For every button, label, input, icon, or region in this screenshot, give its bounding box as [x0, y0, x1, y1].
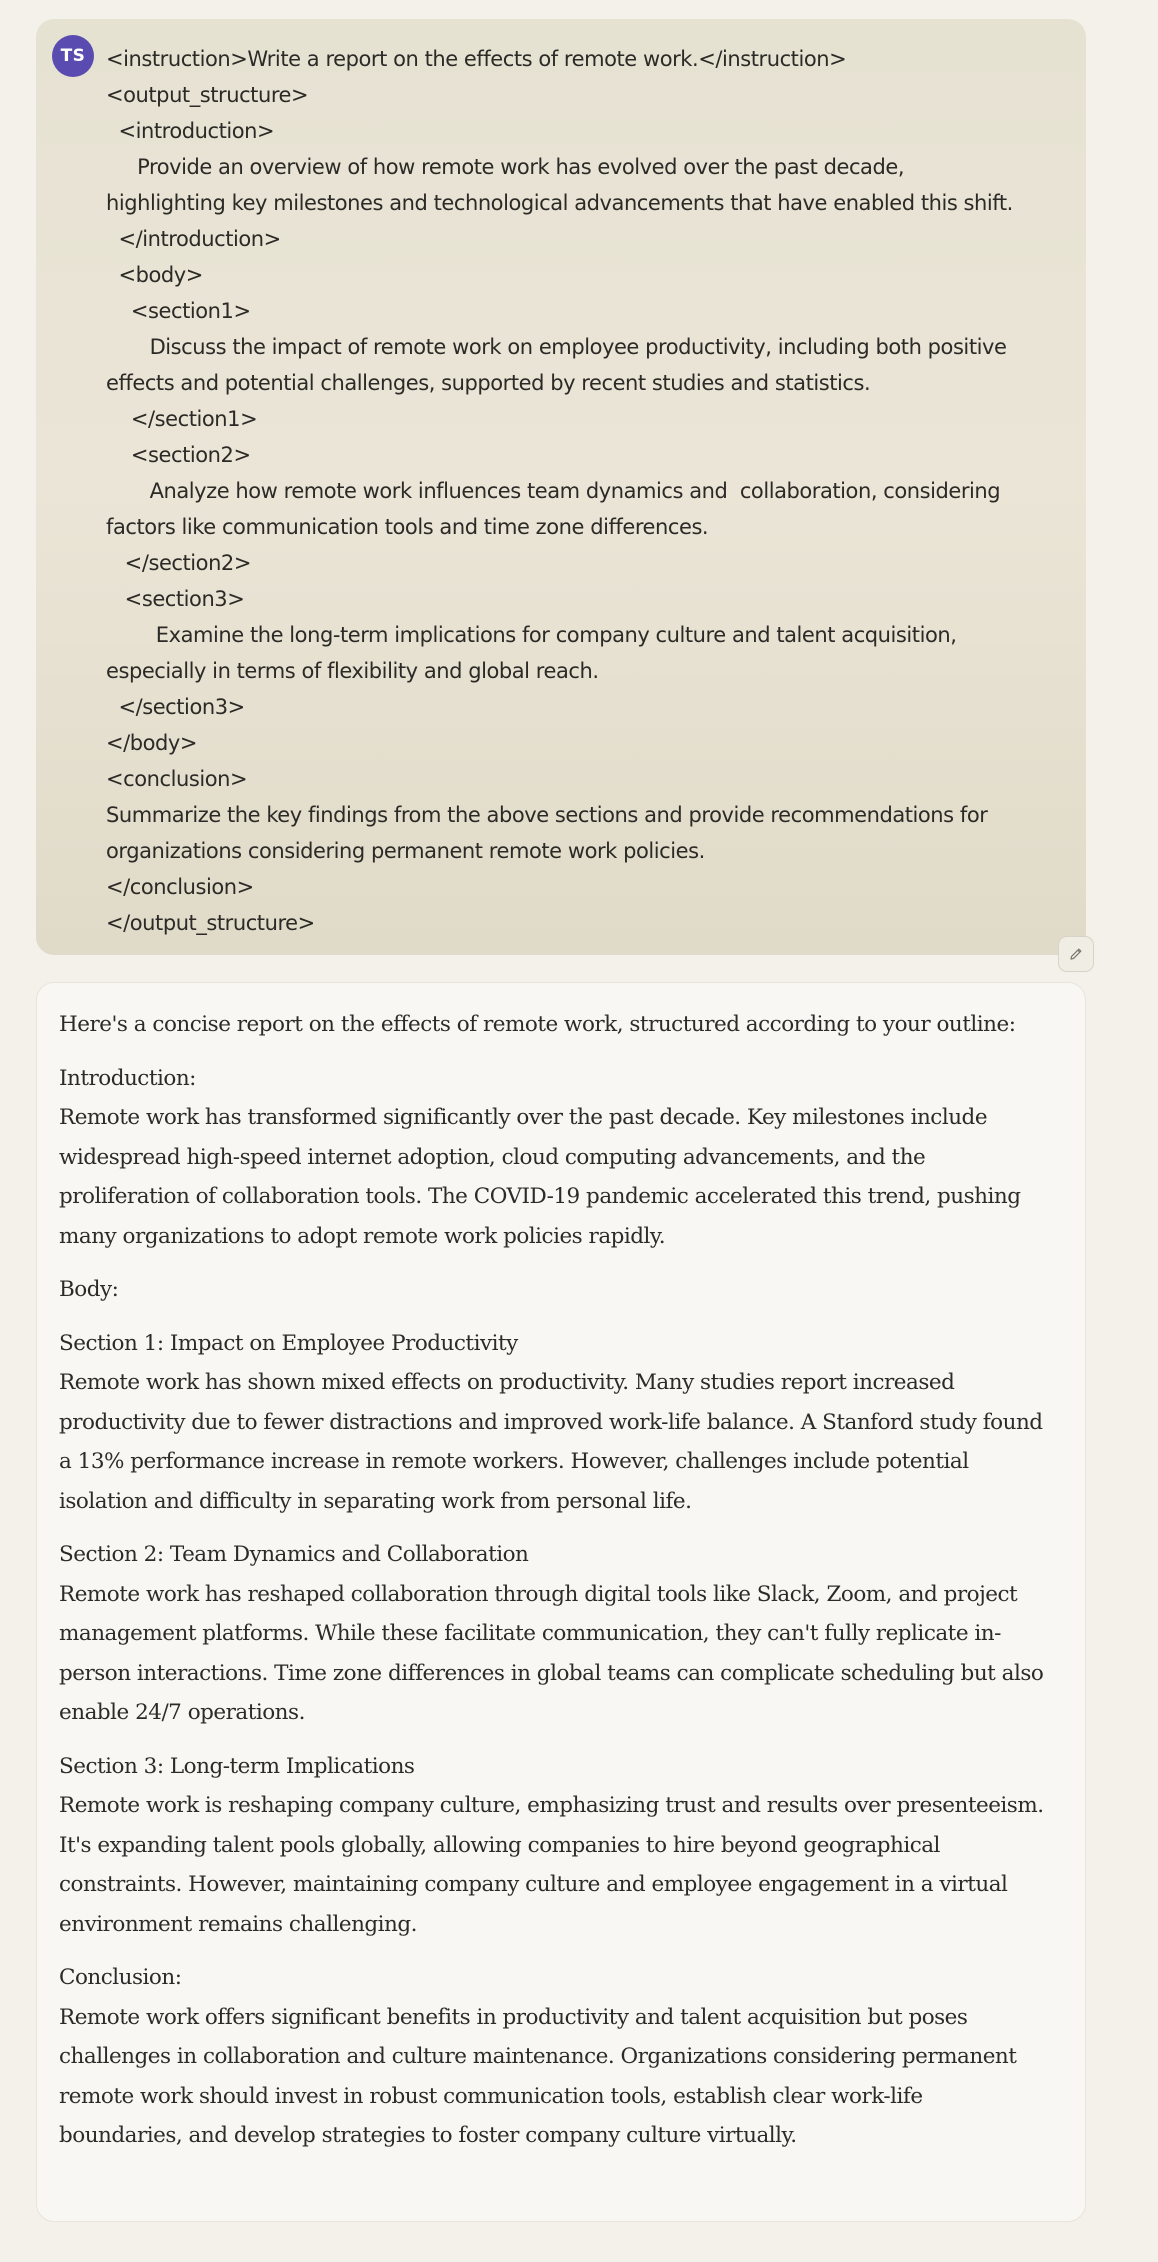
section-heading: Introduction: — [59, 1065, 196, 1091]
section-body: Remote work has shown mixed effects on productivity. Many studies report increased productivity due to fewer distractions and improved work-life balance. A Stanford study found a 13% performance increase in remote workers. However, challenges include potential isolation and difficulty in separating work from personal life. — [59, 1370, 1043, 1514]
response-section — [59, 1324, 1045, 1522]
prompt-line: <introduction> — [106, 119, 275, 143]
prompt-line: factors like communication tools and time zone differences. — [106, 515, 709, 539]
response-section — [59, 1958, 1045, 2156]
prompt-line: <section1> — [106, 299, 251, 323]
prompt-line: </conclusion> — [106, 875, 254, 899]
section-body: Remote work has reshaped collaboration through digital tools like Slack, Zoom, and project management platforms. While these facilitate communication, they can't fully replicate in-person interactions. Time zone differences in global teams can complicate scheduling but also enable 24/7 operations. — [59, 1581, 1044, 1725]
section-body: Remote work is reshaping company culture, emphasizing trust and results over presenteeism. It's expanding talent pools globally, allowing companies to hire beyond geographical constraints. However, maintaining company culture and employee engagement in a virtual environment remains challenging. — [59, 1793, 1044, 1937]
section-heading: Section 3: Long-term Implications — [59, 1753, 415, 1779]
user-avatar: TS — [52, 35, 94, 77]
section-heading: Body: — [59, 1277, 119, 1302]
response-section — [59, 1747, 1045, 1945]
prompt-line: <instruction>Write a report on the effects of remote work.</instruction> — [106, 47, 847, 71]
prompt-line: <conclusion> — [106, 767, 248, 791]
user-prompt-text — [106, 41, 1046, 941]
prompt-line: Examine the long-term implications for company culture and talent acquisition, — [106, 623, 957, 647]
prompt-line: </introduction> — [106, 227, 281, 251]
prompt-line: </section1> — [106, 407, 258, 431]
edit-message-button[interactable] — [1058, 936, 1094, 972]
prompt-line: Summarize the key findings from the above sections and provide recommendations for — [106, 803, 988, 827]
prompt-line: organizations considering permanent remote work policies. — [106, 839, 705, 863]
response-section — [59, 1270, 1045, 1310]
user-message — [36, 19, 1086, 955]
prompt-line: <output_structure> — [106, 83, 309, 107]
prompt-line: <section3> — [106, 587, 245, 611]
prompt-line: Analyze how remote work influences team dynamics and collaboration, considering — [106, 479, 1001, 503]
prompt-line: Discuss the impact of remote work on employee productivity, including both positive — [106, 335, 1007, 359]
prompt-line: </body> — [106, 731, 198, 755]
prompt-line: effects and potential challenges, supported by recent studies and statistics. — [106, 371, 871, 395]
prompt-line: especially in terms of flexibility and global reach. — [106, 659, 599, 683]
section-body: Remote work has transformed significantly over the past decade. Key milestones include widespread high-speed internet adoption, cloud computing advancements, and the proliferation of collaboration tools. The COVID-19 pandemic accelerated this trend, pushing many organizations to adopt remote work policies rapidly. — [59, 1105, 1021, 1249]
prompt-line: <body> — [106, 263, 203, 287]
prompt-line: Provide an overview of how remote work has evolved over the past decade, — [106, 155, 905, 179]
pencil-icon — [1068, 946, 1084, 962]
response-section — [59, 1059, 1045, 1257]
section-heading: Section 1: Impact on Employee Productivity — [59, 1330, 518, 1356]
section-heading: Section 2: Team Dynamics and Collaboration — [59, 1542, 529, 1567]
response-intro: Here's a concise report on the effects of remote work, structured according to your outline: — [59, 1012, 1016, 1037]
response-section — [59, 1535, 1045, 1733]
prompt-line: </output_structure> — [106, 911, 315, 935]
prompt-line: </section2> — [106, 551, 251, 575]
assistant-message — [36, 982, 1086, 2222]
section-heading: Conclusion: — [59, 1965, 182, 1990]
section-body: Remote work offers significant benefits in productivity and talent acquisition but poses challenges in collaboration and culture maintenance. Organizations considering permanent remote work should invest in robust communication tools, establish clear work-life boundaries, and develop strategies to foster company culture virtually. — [59, 2004, 1017, 2148]
prompt-line: <section2> — [106, 443, 251, 467]
prompt-line: </section3> — [106, 695, 245, 719]
prompt-line: highlighting key milestones and technological advancements that have enabled this shift. — [106, 191, 1013, 215]
